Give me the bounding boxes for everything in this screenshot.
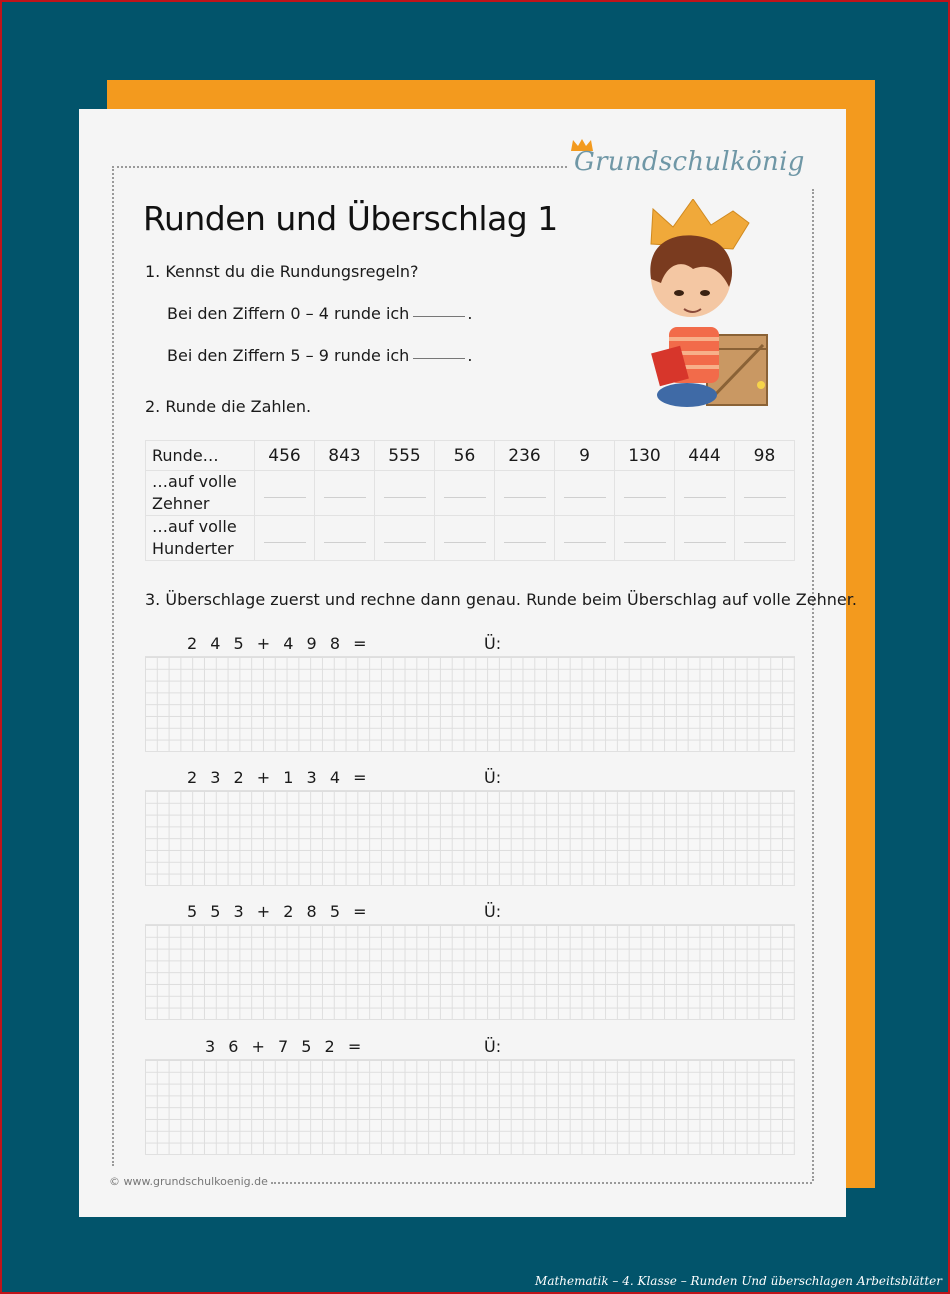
period: . <box>467 304 473 323</box>
row-label-line: …auf volle <box>152 517 237 536</box>
answer-cell[interactable] <box>675 516 735 561</box>
dotted-border-bottom <box>271 1182 812 1184</box>
rounding-table <box>145 440 795 561</box>
table-number: 98 <box>735 441 795 471</box>
answer-cell[interactable] <box>615 516 675 561</box>
row-label-hundreds <box>146 516 255 561</box>
answer-cell[interactable] <box>555 516 615 561</box>
table-number: 456 <box>255 441 315 471</box>
dotted-border-right <box>812 189 814 1181</box>
table-number: 56 <box>435 441 495 471</box>
dotted-border-top <box>112 166 567 168</box>
table-number: 130 <box>615 441 675 471</box>
table-number: 555 <box>375 441 435 471</box>
task2-heading: 2. Runde die Zahlen. <box>145 397 312 416</box>
task1-rule-5-9 <box>167 346 472 365</box>
table-number: 236 <box>495 441 555 471</box>
answer-cell[interactable] <box>375 471 435 516</box>
calculation-grid[interactable] <box>145 924 795 1020</box>
task3-heading: 3. Überschlage zuerst und rechne dann genau. Runde beim Überschlag auf volle Zehner. <box>145 590 857 609</box>
calculation-grid[interactable] <box>145 656 795 752</box>
estimate-label: Ü: <box>484 768 502 787</box>
task1-rule-0-4 <box>167 304 472 323</box>
dotted-border-left <box>112 166 114 1166</box>
row-label-tens <box>146 471 255 516</box>
table-header-row <box>146 441 795 471</box>
task1-rule-0-4-text: Bei den Ziffern 0 – 4 runde ich <box>167 304 410 323</box>
table-number: 9 <box>555 441 615 471</box>
exercise-expression: 2 4 5 + 4 9 8 = <box>187 634 371 653</box>
answer-cell[interactable] <box>375 516 435 561</box>
answer-cell[interactable] <box>315 516 375 561</box>
row-label-line: …auf volle <box>152 472 237 491</box>
period: . <box>467 346 473 365</box>
answer-cell[interactable] <box>435 516 495 561</box>
brand-logo: Grundschulkönig <box>574 147 805 177</box>
exercise-expression: 2 3 2 + 1 3 4 = <box>187 768 371 787</box>
answer-cell[interactable] <box>735 471 795 516</box>
task1-heading: 1. Kennst du die Rundungsregeln? <box>145 262 419 281</box>
table-row-hundreds <box>146 516 795 561</box>
row-label-line: Zehner <box>152 494 210 513</box>
answer-cell[interactable] <box>435 471 495 516</box>
estimate-label: Ü: <box>484 634 502 653</box>
page-title: Runden und Überschlag 1 <box>143 199 558 238</box>
copyright-url: © www.grundschulkoenig.de <box>109 1175 268 1188</box>
table-header-label: Runde… <box>146 441 255 471</box>
boy-reading-illustration <box>621 199 781 409</box>
row-label-line: Hunderter <box>152 539 234 558</box>
answer-cell[interactable] <box>735 516 795 561</box>
table-number: 843 <box>315 441 375 471</box>
footer-caption: Mathematik – 4. Klasse – Runden Und überschlagen Arbeitsblätter <box>535 1274 942 1288</box>
answer-cell[interactable] <box>255 516 315 561</box>
worksheet-page <box>79 109 857 1217</box>
answer-cell[interactable] <box>615 471 675 516</box>
calculation-grid[interactable] <box>145 1059 795 1155</box>
answer-cell[interactable] <box>255 471 315 516</box>
table-row-tens <box>146 471 795 516</box>
answer-blank[interactable] <box>413 316 465 317</box>
answer-cell[interactable] <box>495 471 555 516</box>
exercise-expression: 5 5 3 + 2 8 5 = <box>187 902 371 921</box>
answer-cell[interactable] <box>495 516 555 561</box>
task1-rule-5-9-text: Bei den Ziffern 5 – 9 runde ich <box>167 346 410 365</box>
estimate-label: Ü: <box>484 1037 502 1056</box>
answer-cell[interactable] <box>315 471 375 516</box>
answer-blank[interactable] <box>413 358 465 359</box>
estimate-label: Ü: <box>484 902 502 921</box>
table-number: 444 <box>675 441 735 471</box>
answer-cell[interactable] <box>675 471 735 516</box>
calculation-grid[interactable] <box>145 790 795 886</box>
exercise-expression: 3 6 + 7 5 2 = <box>205 1037 366 1056</box>
answer-cell[interactable] <box>555 471 615 516</box>
